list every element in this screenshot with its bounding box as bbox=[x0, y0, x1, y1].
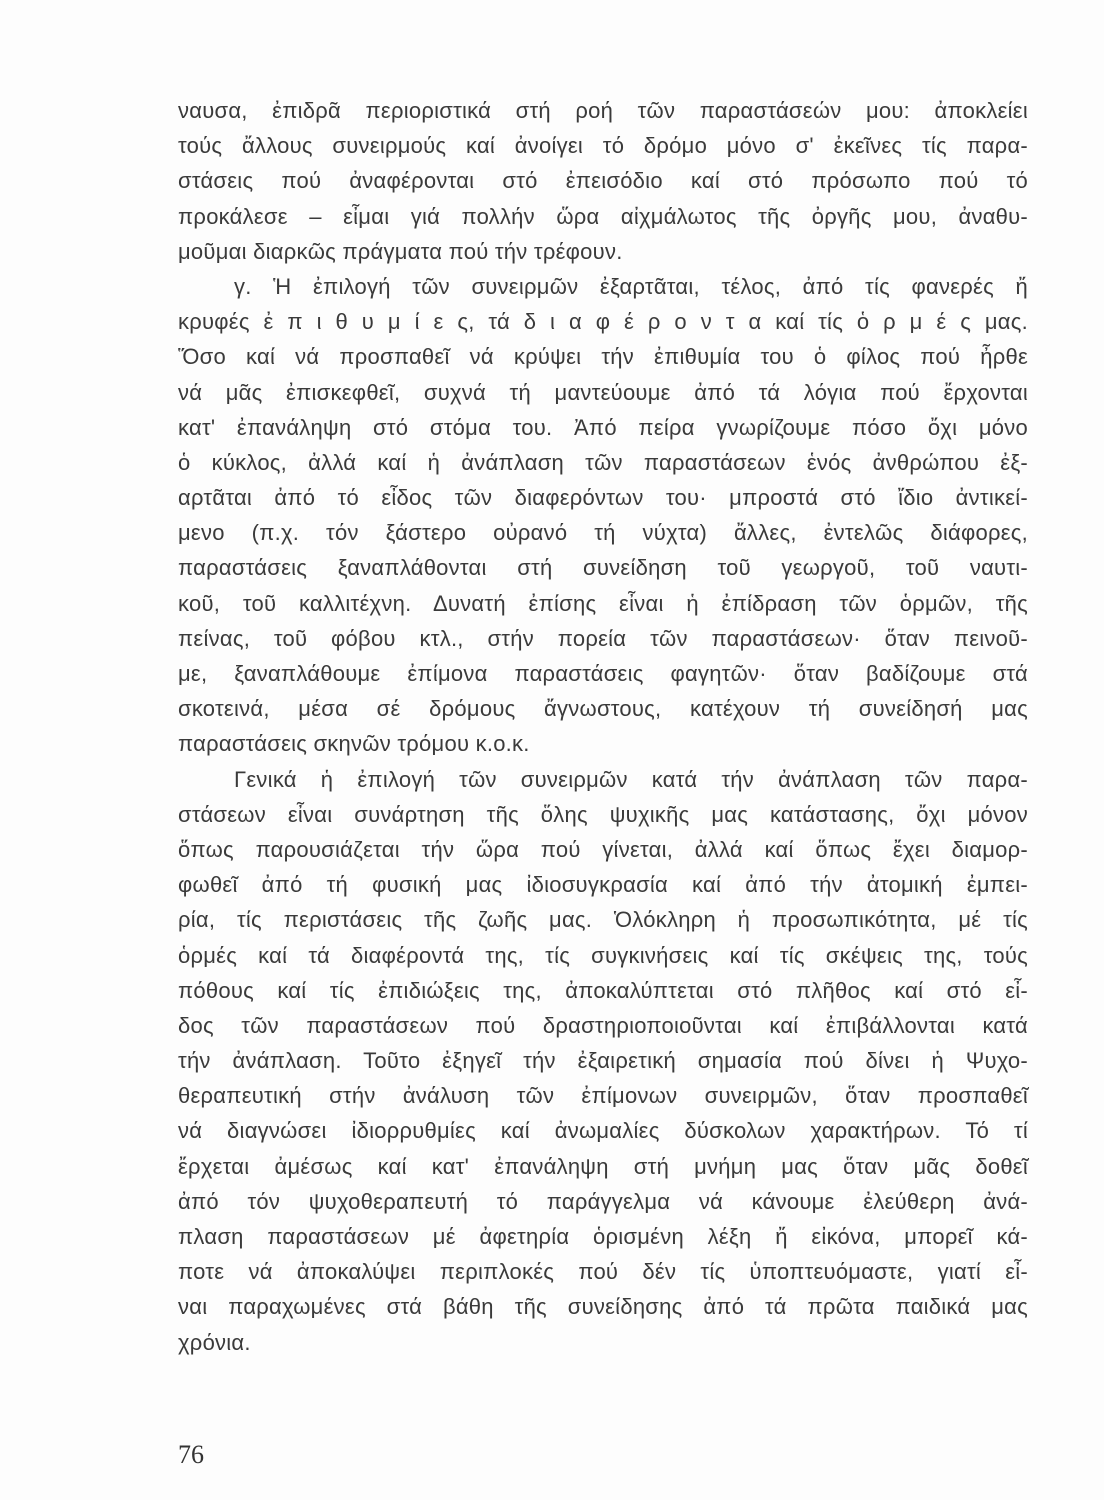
text-line: στάσεων εἶναι συνάρτηση τῆς ὅλης ψυχικῆς μας κατάστασης, ὄχι μόνον bbox=[178, 801, 1028, 827]
text-line: θεραπευτική στήν ἀνάλυση τῶν ἐπίμονων συνειρμῶν, ὅταν προσπαθεῖ bbox=[178, 1083, 1028, 1109]
text-line: ὅπως παρουσιάζεται τήν ὥρα πού γίνεται, ἀλλά καί ὅπως ἔχει διαμορ- bbox=[178, 836, 1028, 862]
text-line: μοῦμαι διαρκῶς πράγματα πού τήν τρέφουν. bbox=[178, 238, 623, 264]
text-line: Ὅσο καί νά προσπαθεῖ νά κρύψει τήν ἐπιθυμία του ὁ φίλος πού ἦρθε bbox=[178, 344, 1028, 370]
text-line: τούς ἄλλους συνειρμούς καί ἀνοίγει τό δρόμο μόνο σ' ἐκεῖνες τίς παρα- bbox=[178, 133, 1028, 159]
text-line: χρόνια. bbox=[178, 1329, 251, 1355]
text-line: πλαση παραστάσεων μέ ἀφετηρία ὁρισμένη λέξη ἤ εἰκόνα, μπορεῖ κά- bbox=[178, 1224, 1028, 1249]
text-line: ναυσα, ἐπιδρᾶ περιοριστικά στή ροή τῶν παραστάσεών μου: ἀποκλείει bbox=[178, 98, 1028, 123]
text-line: ἀπό τόν ψυχοθεραπευτή τό παράγγελμα νά κάνουμε ἐλεύθερη ἀνά- bbox=[178, 1188, 1028, 1214]
text-line: παραστάσεις ξαναπλάθονται στή συνείδηση τοῦ γεωργοῦ, τοῦ ναυτι- bbox=[178, 555, 1028, 581]
text-line: Γενικά ἡ ἐπιλογή τῶν συνειρμῶν κατά τήν ἀνάπλαση τῶν παρα- bbox=[234, 766, 1028, 792]
text-line: σκοτεινά, μέσα σέ δρόμους ἄγνωστους, κατέχουν τή συνείδησή μας bbox=[178, 696, 1028, 722]
text-line: αρτᾶται ἀπό τό εἶδος τῶν διαφερόντων του· μπροστά στό ἴδιο ἀντικεί- bbox=[178, 485, 1028, 511]
text-line: ὁρμές καί τά διαφέροντά της, τίς συγκινήσεις καί τίς σκέψεις της, τούς bbox=[178, 942, 1028, 968]
text-line: πόθους καί τίς ἐπιδιώξεις της, ἀποκαλύπτεται στό πλῆθος καί στό εἶ- bbox=[178, 977, 1028, 1003]
text-line: ἔρχεται ἀμέσως καί κατ' ἐπανάληψη στή μνήμη μας ὅταν μᾶς δοθεῖ bbox=[178, 1153, 1028, 1179]
text-line: κοῦ, τοῦ καλλιτέχνη. Δυνατή ἐπίσης εἶναι ἡ ἐπίδραση τῶν ὁρμῶν, τῆς bbox=[178, 590, 1028, 616]
text-line: με, ξαναπλάθουμε ἐπίμονα παραστάσεις φαγητῶν· ὅταν βαδίζουμε στά bbox=[178, 661, 1028, 686]
text-line: νά μᾶς ἐπισκεφθεῖ, συχνά τή μαντεύουμε ἀπό τά λόγια πού ἔρχονται bbox=[178, 379, 1028, 405]
text-line: ποτε νά ἀποκαλύψει περιπλοκές πού δέν τίς ὑποπτευόμαστε, γιατί εἶ- bbox=[178, 1259, 1028, 1285]
text-line: παραστάσεις σκηνῶν τρόμου κ.ο.κ. bbox=[178, 731, 530, 757]
text-line: ναι παραχωμένες στά βάθη τῆς συνείδησης ἀπό τά πρῶτα παιδικά μας bbox=[178, 1294, 1028, 1320]
text-line: πείνας, τοῦ φόβου κτλ., στήν πορεία τῶν παραστάσεων· ὅταν πεινοῦ- bbox=[178, 625, 1028, 651]
text-line: κρυφές ἐ π ι θ υ μ ί ε ς, τά δ ι α φ έ ρ ο ν τ α καί τίς ὁ ρ μ έ ς μας. bbox=[178, 309, 1028, 335]
text-line: κατ' ἐπανάληψη στό στόμα του. Ἀπό πείρα γνωρίζουμε πόσο ὄχι μόνο bbox=[178, 414, 1028, 440]
text-line: στάσεις πού ἀναφέρονται στό ἐπεισόδιο καί στό πρόσωπο πού τό bbox=[178, 168, 1028, 194]
text-line: γ. Ἡ ἐπιλογή τῶν συνειρμῶν ἐξαρτᾶται, τέλος, ἀπό τίς φανερές ἤ bbox=[234, 273, 1028, 299]
body-text bbox=[178, 93, 1028, 1360]
text-line: ὁ κύκλος, ἀλλά καί ἡ ἀνάπλαση τῶν παραστάσεων ἑνός ἀνθρώπου ἐξ- bbox=[178, 449, 1028, 475]
text-line: προκάλεσε – εἶμαι γιά πολλήν ὥρα αἰχμάλωτος τῆς ὀργῆς μου, ἀναθυ- bbox=[178, 203, 1028, 229]
text-line: τήν ἀνάπλαση. Τοῦτο ἐξηγεῖ τήν ἐξαιρετική σημασία πού δίνει ἡ Ψυχο- bbox=[178, 1048, 1028, 1074]
text-line: μενο (π.χ. τόν ξάστερο οὐρανό τή νύχτα) ἄλλες, ἐντελῶς διάφορες, bbox=[178, 520, 1028, 546]
text-line: δος τῶν παραστάσεων πού δραστηριοποιοῦνται καί ἐπιβάλλονται κατά bbox=[178, 1012, 1028, 1038]
text-line: ρία, τίς περιστάσεις τῆς ζωῆς μας. Ὁλόκληρη ἡ προσωπικότητα, μέ τίς bbox=[178, 907, 1028, 933]
page-number: 76 bbox=[178, 1440, 204, 1469]
text-line: νά διαγνώσει ἰδιορρυθμίες καί ἀνωμαλίες δύσκολων χαρακτήρων. Τό τί bbox=[178, 1118, 1028, 1144]
text-line: φωθεῖ ἀπό τή φυσική μας ἰδιοσυγκρασία καί ἀπό τήν ἀτομική ἐμπει- bbox=[178, 872, 1028, 898]
